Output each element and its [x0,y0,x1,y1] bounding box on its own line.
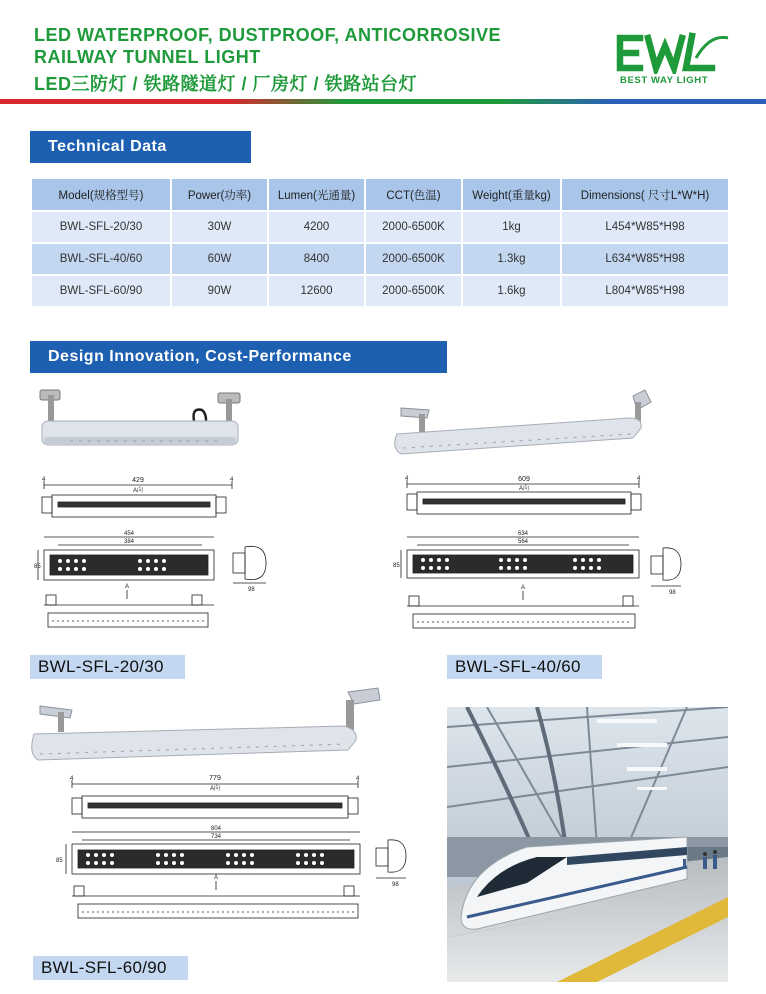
dim-top-view-label: A向 [209,786,221,792]
dim-side-depth: 98 [392,882,399,888]
page-header [0,0,766,104]
dim-total-length: 634 [517,531,529,537]
dim-height: 85 [393,563,400,569]
cell-lumen: 12600 [269,276,364,306]
cell-cct: 2000-6500K [366,276,461,306]
lamp-render [40,390,240,445]
dim-total-length: 454 [123,531,135,537]
lamp-render [395,390,651,454]
bottom-view [44,590,214,627]
train-station-image [447,707,728,982]
dim-top-length: 609 [518,476,530,483]
model-label-60-90: BWL-SFL-60/90 [33,956,188,980]
table-row [32,212,728,242]
column-header-model: Model(规格型号) [32,179,170,210]
model-label-40-60: BWL-SFL-40/60 [447,655,602,679]
technical-data-table [30,177,730,308]
product-drawing-20-30 [30,385,275,640]
view-arrow-label: A [213,875,219,881]
dim-end-left: 4 [70,776,74,782]
table-row [32,244,728,274]
dim-inner-length: 734 [210,834,222,840]
column-header-cct: CCT(色温) [366,179,461,210]
dim-total-length: 804 [210,826,222,832]
table-row [32,276,728,306]
view-arrow-label: A [520,585,526,591]
dim-inner-length: 384 [123,539,135,545]
column-header-weight: Weight(重量kg) [463,179,560,210]
cell-power: 90W [172,276,267,306]
dim-top-view-label: A向 [132,488,144,494]
top-view [42,481,232,517]
dim-height: 85 [34,564,41,570]
cell-model: BWL-SFL-60/90 [32,276,170,306]
cell-power: 60W [172,244,267,274]
dim-top-length: 429 [132,477,144,484]
railway-station-photo [447,707,728,982]
cell-weight: 1.3kg [463,244,560,274]
technical-drawing-60-90 [28,684,408,956]
cell-weight: 1kg [463,212,560,242]
column-header-lumen: Lumen(光通量) [269,179,364,210]
dim-inner-length: 564 [517,539,529,545]
cell-lumen: 8400 [269,244,364,274]
technical-drawing-20-30 [30,385,275,640]
dim-side-depth: 98 [669,590,676,596]
dim-end-right: 4 [356,776,360,782]
dim-end-right: 4 [230,477,234,483]
dim-top-length: 779 [209,775,221,782]
dim-height: 85 [56,858,63,864]
bottom-view [407,591,639,628]
cell-cct: 2000-6500K [366,212,461,242]
cell-dimensions: L804*W85*H98 [562,276,728,306]
column-header-dimensions: Dimensions( 尺寸L*W*H) [562,179,728,210]
column-header-power: Power(功率) [172,179,267,210]
header-title-line1: LED WATERPROOF, DUSTPROOF, ANTICORROSIVE [34,25,502,45]
model-label-20-30: BWL-SFL-20/30 [30,655,185,679]
technical-drawing-40-60 [383,388,683,640]
bwl-logo [612,32,732,90]
bwl-logo-mark [612,32,732,74]
cell-dimensions: L454*W85*H98 [562,212,728,242]
cell-dimensions: L634*W85*H98 [562,244,728,274]
dim-side-depth: 98 [248,587,255,593]
lamp-render [32,688,380,760]
side-view [233,546,266,583]
cell-model: BWL-SFL-40/60 [32,244,170,274]
side-view [376,840,406,878]
dim-top-view-label: A向 [518,486,530,492]
bottom-view [72,881,360,918]
product-drawing-40-60 [383,388,683,640]
dim-end-right: 4 [637,476,641,482]
logo-tagline: BEST WAY LIGHT [620,75,709,86]
cell-weight: 1.6kg [463,276,560,306]
header-title-chinese: LED三防灯 / 铁路隧道灯 / 厂房灯 / 铁路站台灯 [34,74,418,94]
section-title-technical: Technical Data [30,131,251,163]
header-title-line2: RAILWAY TUNNEL LIGHT [34,47,261,67]
header-divider [0,99,766,104]
cell-lumen: 4200 [269,212,364,242]
cell-power: 30W [172,212,267,242]
view-arrow-label: A [124,584,130,590]
side-view [651,548,681,586]
dim-end-left: 4 [42,477,46,483]
section-title-design: Design Innovation, Cost-Performance [30,341,447,373]
cell-model: BWL-SFL-20/30 [32,212,170,242]
table-header-row [32,179,728,210]
dim-end-left: 4 [405,476,409,482]
cell-cct: 2000-6500K [366,244,461,274]
product-drawing-60-90 [28,684,408,956]
